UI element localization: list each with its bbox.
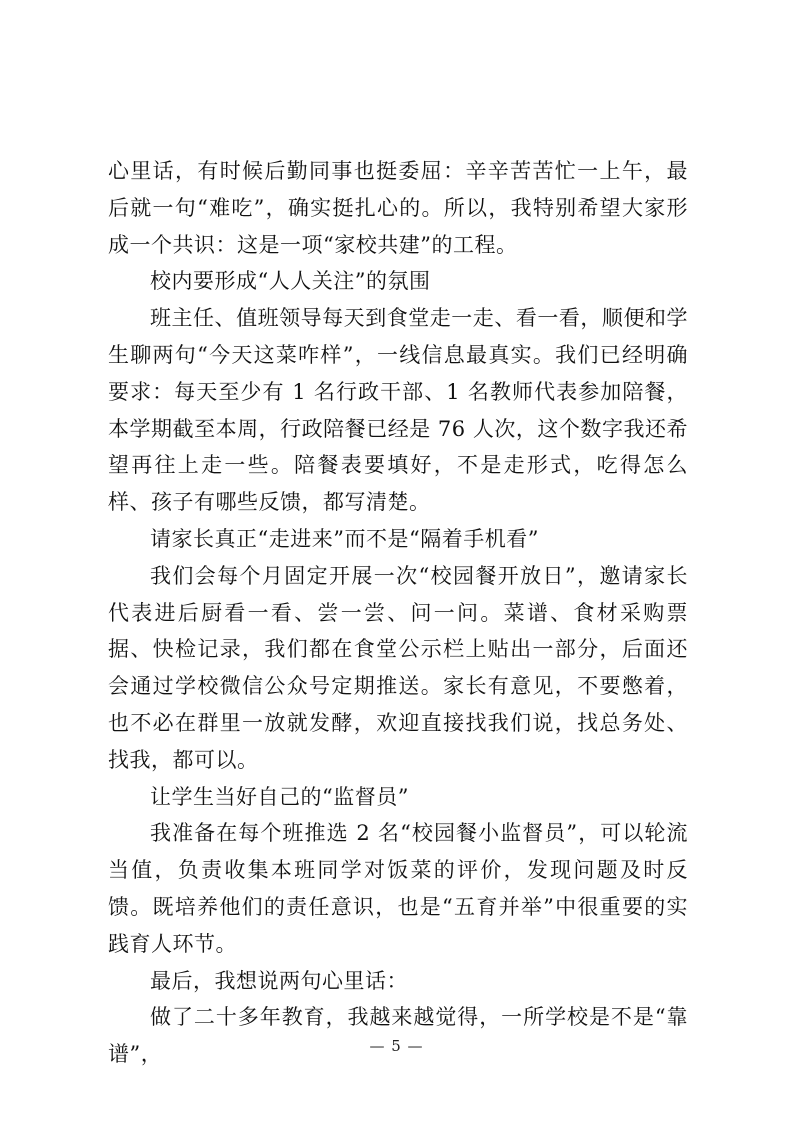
paragraph-open-day: 我们会每个月固定开展一次“校园餐开放日”，邀请家长代表进后厨看一看、尝一尝、问一问。菜谱、食材采购票据、快检记录，我们都在食堂公示栏上贴出一部分，后面还会通过学校微信公众号定期推送。家长有意见，不要憋着，也不必在群里一放就发酵，欢迎直接找我们说，找总务处、找我，都可以。 (108, 563, 688, 772)
document-body (108, 153, 688, 1073)
section-heading-student-supervisors: 让学生当好自己的“监督员” (150, 784, 409, 809)
paragraph-closing-intro: 最后，我想说两句心里话： (150, 968, 408, 993)
section-heading-campus-attention: 校内要形成“人人关注”的氛围 (150, 269, 431, 294)
paragraph-supervisors: 我准备在每个班推选 2 名“校园餐小监督员”，可以轮流当值，负责收集本班同学对饭菜的评价，发现问题及时反馈。既培养他们的责任意识，也是“五育并举”中很重要的实践育人环节。 (108, 821, 688, 956)
paragraph-continuation: 心里话，有时候后勤同事也挺委屈：辛辛苦苦忙一上午，最后就一句“难吃”，确实挺扎心的。所以，我特别希望大家形成一个共识：这是一项“家校共建”的工程。 (108, 159, 688, 257)
section-heading-parents: 请家长真正“走进来”而不是“隔着手机看” (150, 526, 539, 551)
paragraph-closing: 做了二十多年教育，我越来越觉得，一所学校是不是“靠谱”， (108, 1005, 688, 1067)
paragraph-staff-dining: 班主任、值班领导每天到食堂走一走、看一看，顺便和学生聊两句“今天这菜咋样”，一线信息最真实。我们已经明确要求：每天至少有 1 名行政干部、1 名教师代表参加陪餐，本学期截至本周，行政陪餐已经是 76 人次，这个数字我还希望再往上走一些。陪餐表要填好，不是走形式，吃得怎么样、孩子有哪些反馈，都写清楚。 (108, 306, 688, 515)
page-number: — 5 — (369, 1037, 424, 1055)
